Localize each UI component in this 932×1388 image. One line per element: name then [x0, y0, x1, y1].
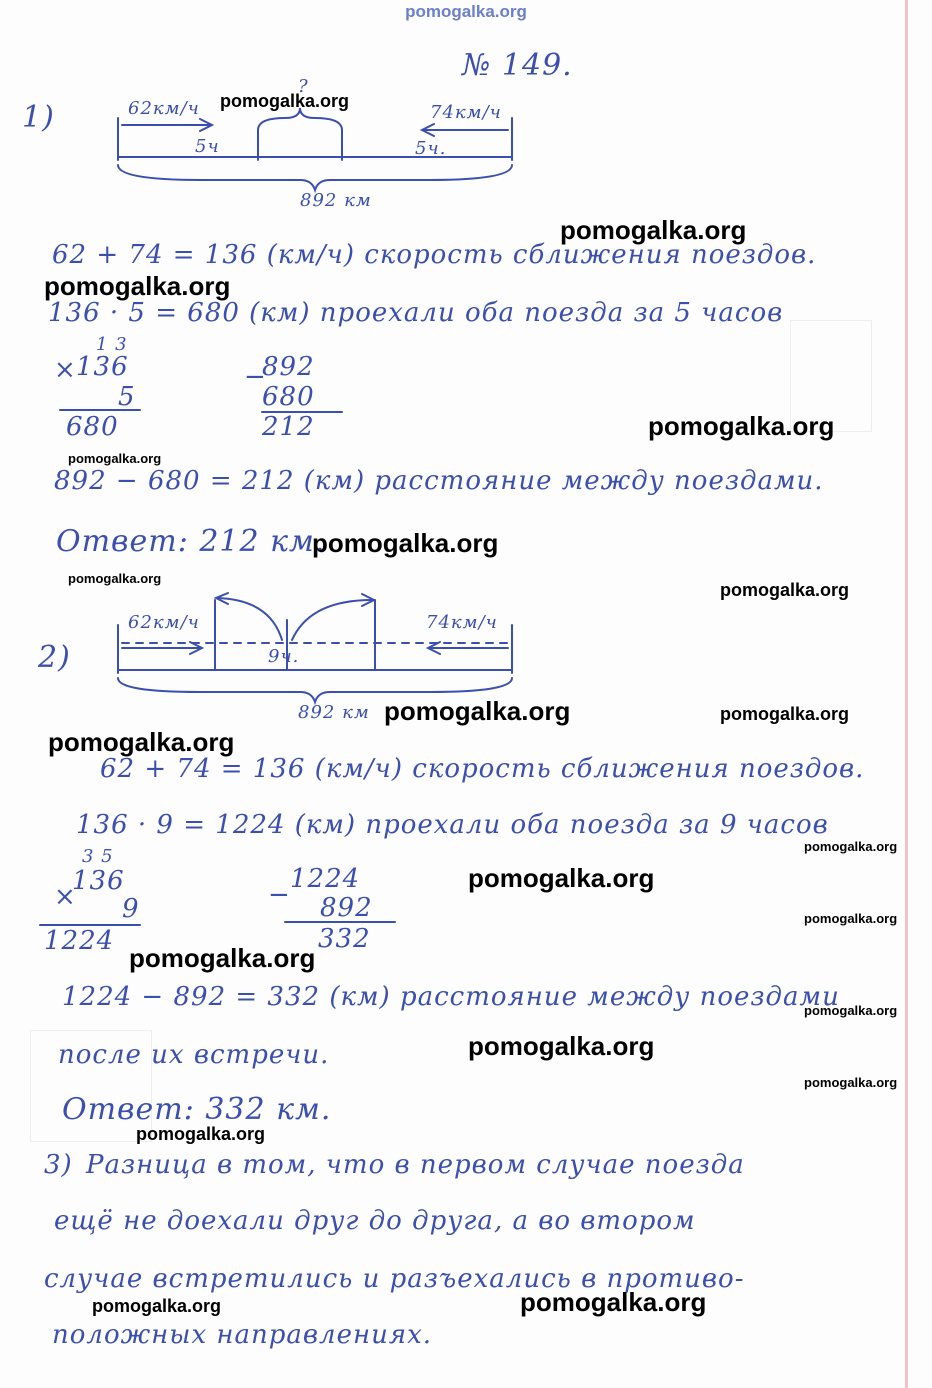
part3-label: 3) [44, 1150, 73, 1180]
part1-total: 892 км [300, 190, 372, 211]
part2-speed-left: 62км/ч [128, 612, 200, 633]
part1-mult-carry: 1 3 [96, 334, 128, 355]
part2-sub-result: 332 [318, 924, 371, 954]
part2-mult-a: 136 [72, 866, 125, 896]
brace-bottom [118, 165, 512, 190]
part2-line-1: 62 + 74 = 136 (км/ч) скорость сближения поездов. [100, 754, 865, 784]
part2-mult-sign: × [54, 882, 77, 912]
watermark: pomogalka.org [804, 839, 898, 854]
watermark: pomogalka.org [136, 1124, 266, 1144]
part1-sub-result: 212 [262, 412, 315, 442]
watermark: pomogalka.org [804, 1003, 898, 1018]
watermark: pomogalka.org [520, 1287, 707, 1317]
part1-answer: Ответ: 212 км. [56, 524, 326, 559]
part1-mult-b: 5 [118, 382, 136, 412]
watermark: pomogalka.org [468, 863, 655, 893]
part1-line-1: 62 + 74 = 136 (км/ч) скорость сближения поездов. [52, 240, 817, 270]
part1-time-left: 5ч [195, 136, 220, 157]
watermark: pomogalka.org [560, 215, 747, 245]
part3-line-2: ещё не доехали друг до друга, а во втором [54, 1206, 696, 1236]
watermark: pomogalka.org [720, 704, 850, 724]
part2-mult-result: 1224 [44, 926, 115, 956]
watermark: pomogalka.org [220, 91, 350, 111]
part2-label: 2) [38, 640, 71, 675]
part3-line-3: случае встретились и разъехались в противо- [44, 1264, 745, 1294]
part2-line-2: 136 · 9 = 1224 (км) проехали оба поезда за 9 часов [76, 810, 829, 840]
part1-speed-left: 62км/ч [128, 98, 200, 119]
watermark: pomogalka.org [384, 696, 571, 726]
watermark: pomogalka.org [312, 528, 499, 558]
part2-sub-sign: − [268, 880, 291, 910]
part2-mult-carry: 3 5 [82, 846, 114, 867]
watermark: pomogalka.org [48, 727, 235, 757]
part2-line-4: после их встречи. [58, 1040, 330, 1070]
watermark: pomogalka.org [468, 1031, 655, 1061]
part3-line-1: Разница в том, что в первом случае поезда [86, 1150, 745, 1180]
part1-line-3: 892 − 680 = 212 (км) расстояние между поездами. [54, 466, 824, 496]
arc-right [292, 600, 372, 640]
part1-speed-right: 74км/ч [430, 102, 502, 123]
part2-mult-b: 9 [122, 894, 140, 924]
problem-number: № 149. [462, 48, 573, 83]
watermark: pomogalka.org [804, 911, 898, 926]
part2-speed-right: 74км/ч [426, 612, 498, 633]
part1-time-right: 5ч. [415, 138, 447, 159]
watermark: pomogalka.org [92, 1296, 222, 1316]
part1-mult-a: 136 [76, 352, 129, 382]
part2-time: 9ч. [268, 646, 300, 667]
watermark: pomogalka.org [648, 411, 835, 441]
watermark: pomogalka.org [68, 451, 162, 466]
part1-sub-a: 892 [262, 352, 315, 382]
part2-sub-a: 1224 [290, 864, 361, 894]
watermark: pomogalka.org [129, 943, 316, 973]
part1-mult-result: 680 [66, 412, 119, 442]
part2-total: 892 км [298, 702, 370, 723]
watermark: pomogalka.org [720, 580, 850, 600]
part1-line-2: 136 · 5 = 680 (км) проехали оба поезда за 5 часов [48, 298, 784, 328]
part1-gap-label: ? [298, 76, 309, 97]
watermark: pomogalka.org [68, 571, 162, 586]
part2-line-3: 1224 − 892 = 332 (км) расстояние между поездами [62, 982, 840, 1012]
part1-sub-sign: − [244, 362, 267, 392]
part2-answer: Ответ: 332 км. [62, 1092, 332, 1127]
part1-label: 1) [22, 100, 55, 135]
part1-mult-sign: × [54, 355, 77, 385]
part1-sub-b: 680 [262, 382, 315, 412]
top-watermark: pomogalka.org [405, 2, 527, 21]
watermark: pomogalka.org [804, 1075, 898, 1090]
part3-line-4: положных направлениях. [52, 1320, 432, 1350]
part2-sub-b: 892 [320, 893, 373, 923]
watermark: pomogalka.org [44, 271, 231, 301]
